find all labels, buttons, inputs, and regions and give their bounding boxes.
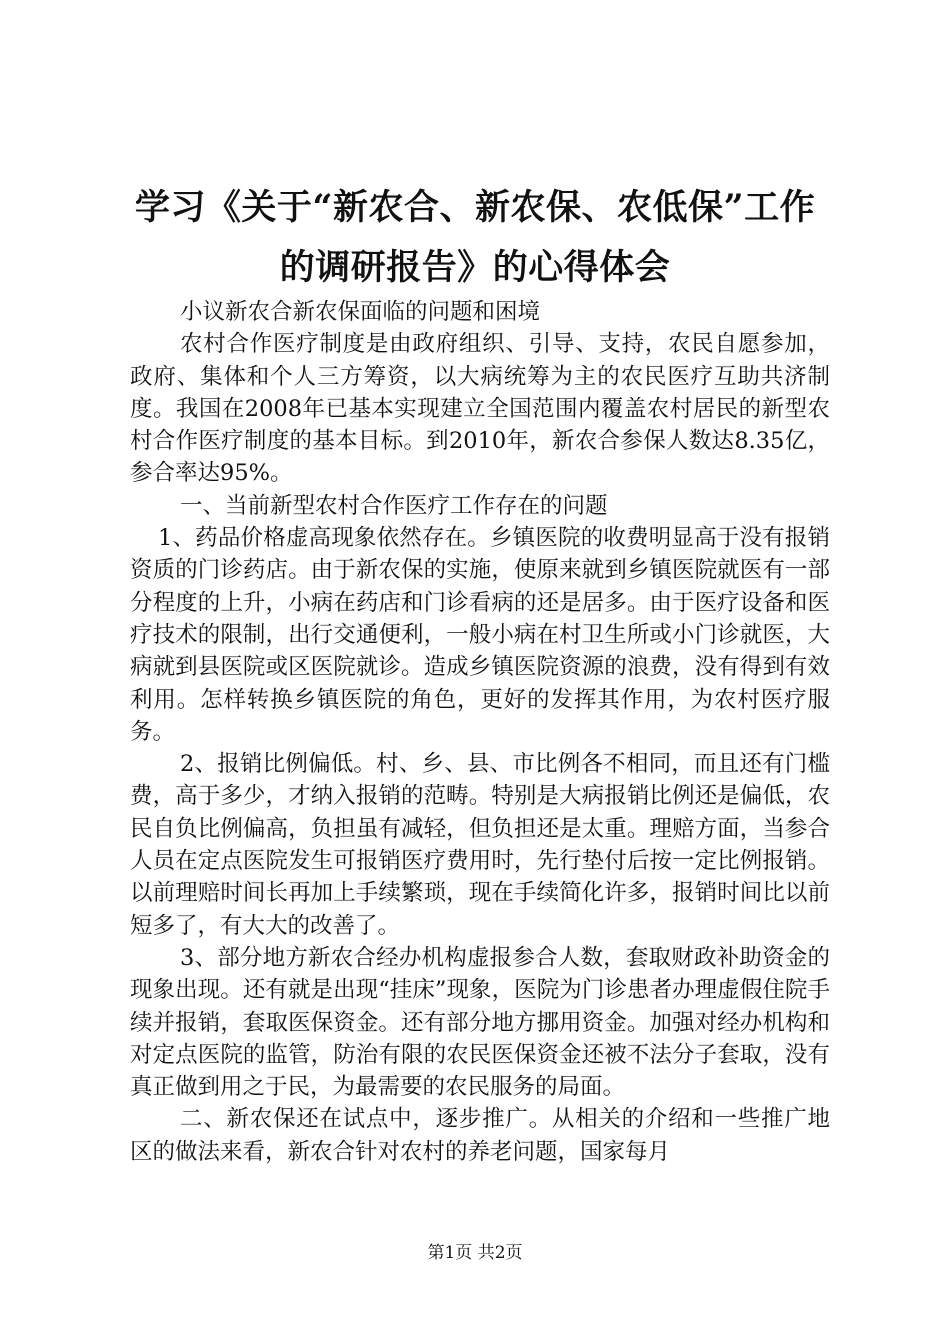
section-heading: 一、当前新型农村合作医疗工作存在的问题 bbox=[180, 492, 608, 519]
page-number-footer: 第1页 共2页 bbox=[427, 1243, 523, 1263]
document-title-line-1: 学习《关于“新农合、新农保、农低保”工作 bbox=[134, 187, 816, 228]
paragraph: 3、部分地方新农合经办机构虚报参合人数，套取财政补助资金的现象出现。还有就是出现“挂床”现象，医院为门诊患者办理虚假住院手续并报销，套取医保资金。还有部分地方挪用资金。加强对经办机构和对定点医院的监管，防治有限的农民医保资金还被不法分子套取，没有真正做到用之于民，为最需要的农民服务的局面。 bbox=[130, 944, 830, 1101]
paragraph: 农村合作医疗制度是由政府组织、引导、支持，农民自愿参加，政府、集体和个人三方筹资，以大病统筹为主的农民医疗互助共济制度。我国在2008年已基本实现建立全国范围内覆盖农村居民的新型农村合作医疗制度的基本目标。到2010年，新农合参保人数达8.35亿，参合率达95%。 bbox=[130, 331, 830, 487]
document-title-line-2: 的调研报告》的心得体会 bbox=[279, 247, 671, 288]
paragraph: 二、新农保还在试点中，逐步推广。从相关的介绍和一些推广地区的做法来看，新农合针对农村的养老问题，国家每月 bbox=[130, 1106, 830, 1165]
paragraph: 2、报销比例偏低。村、乡、县、市比例各不相同，而且还有门槛费，高于多少，才纳入报销的范畴。特别是大病报销比例还是偏低，农民自负比例偏高，负担虽有减轻，但负担还是太重。理赔方面，当参合人员在定点医院发生可报销医疗费用时，先行垫付后按一定比例报销。以前理赔时间长再加上手续繁琐，现在手续简化许多，报销时间比以前短多了，有大大的改善了。 bbox=[130, 751, 830, 939]
document-body bbox=[130, 296, 830, 1168]
paragraph: 1、药品价格虚高现象依然存在。乡镇医院的收费明显高于没有报销资质的门诊药店。由于新农保的实施，使原来就到乡镇医院就医有一部分程度的上升，小病在药店和门诊看病的还是居多。由于医疗设备和医疗技术的限制，出行交通便利，一般小病在村卫生所或小门诊就医，大病就到县医院或区医院就诊。造成乡镇医院资源的浪费，没有得到有效利用。怎样转换乡镇医院的角色，更好的发挥其作用，为农村医疗服务。 bbox=[130, 525, 830, 745]
section-subtitle: 小议新农合新农保面临的问题和困境 bbox=[180, 299, 541, 325]
